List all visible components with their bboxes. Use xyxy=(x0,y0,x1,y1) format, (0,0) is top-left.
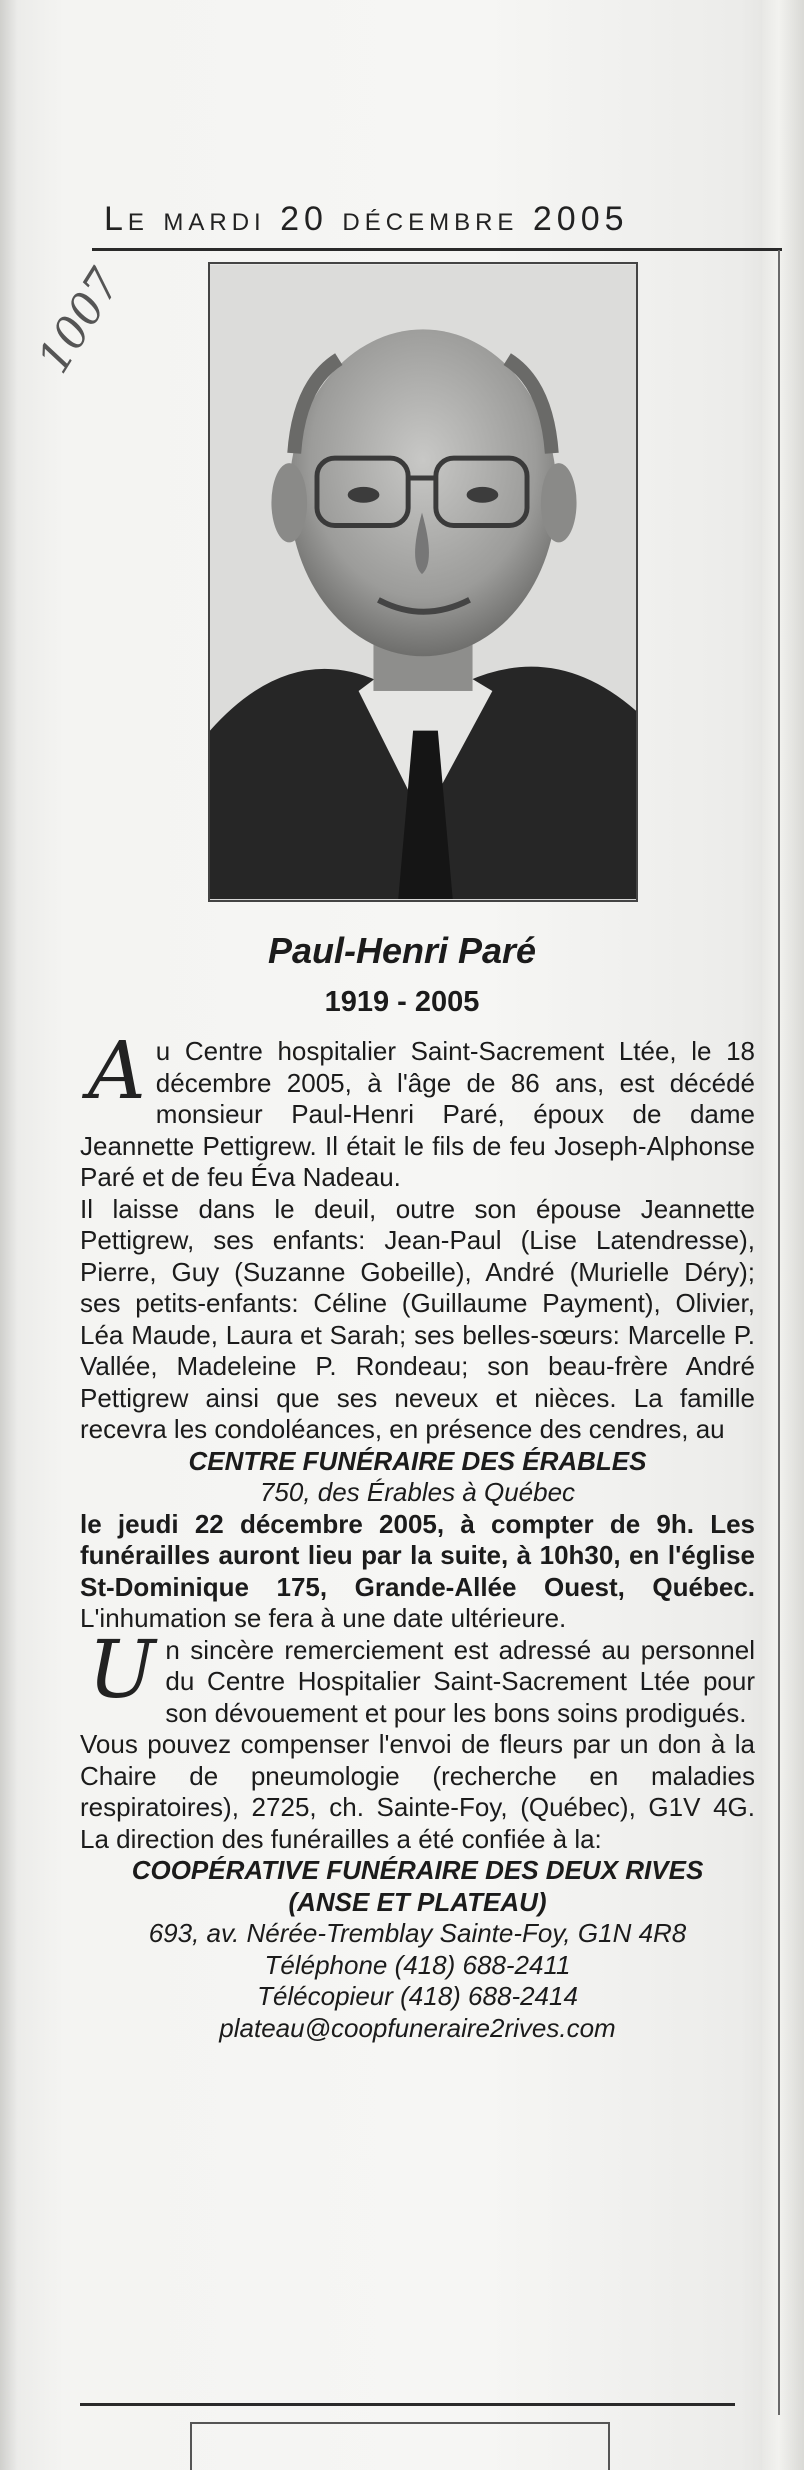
cooperative-name: COOPÉRATIVE FUNÉRAIRE DES DEUX RIVES xyxy=(131,1855,704,1885)
paragraph-thanks xyxy=(80,1622,755,1730)
thanks-text: n sincère remerciement est adressé au personnel du Centre Hospitalier Saint-Sacrement Ltée pour son dévouement et pour les bons soins prodigués. xyxy=(165,1634,755,1728)
bottom-rule xyxy=(80,2403,735,2406)
paragraph-donations: Vous pouvez compenser l'envoi de fleurs par un don à la Chaire de pneumologie (recherche en maladies respiratoires), 2725, ch. Sainte-Foy, (Québec), G1V 4G. La direction des funérailles a été confiée à la: xyxy=(80,1729,755,1854)
portrait-photo xyxy=(208,262,638,902)
email: plateau@coopfuneraire2rives.com xyxy=(219,2012,616,2043)
paper-fold-right xyxy=(762,0,804,2470)
announcement-text: u Centre hospitalier Saint-Sacrement Ltée, le 18 décembre 2005, à l'âge de 86 ans, est décédé monsieur Paul-Henri Paré, époux de dame Jeannette Pettigrew. Il était le fils de feu Joseph-Alphonse Paré et de feu Éva Nadeau. xyxy=(80,1036,755,1192)
top-rule xyxy=(92,248,782,251)
service-details: le jeudi 22 décembre 2005, à compter de 9h. Les funérailles auront lieu par la suite, à 10h30, en l'église St-Dominique 175, Grande-Allée Ouest, Québec. xyxy=(80,1508,755,1602)
life-years: 1919 - 2005 xyxy=(324,986,480,1018)
paragraph-announcement xyxy=(80,1024,755,1194)
obituary-body xyxy=(80,1024,755,2044)
cooperative-subtitle: (ANSE ET PLATEAU) xyxy=(288,1886,547,1917)
paragraph-survivors: Il laisse dans le deuil, outre son épouse Jeannette Pettigrew, ses enfants: Jean-Paul (Lise Latendresse), Pierre, Guy (Suzanne Gobeille), André (Murielle Déry); ses petits-enfants: Céline (Guillaume Payment), Olivier, Léa Maude, Laura et Sarah; ses belles-sœurs: Marcelle P. Vallée, Madeleine P. Rondeau; son beau-frère André Pettigrew ainsi que ses neveux et nièces. La famille recevra les condoléances, en présence des cendres, au xyxy=(80,1193,755,1444)
paper-edge-left xyxy=(0,0,18,2470)
drop-cap-a: A xyxy=(88,1024,146,1117)
next-clipping-edge xyxy=(190,2422,610,2470)
cooperative-address: 693, av. Nérée-Tremblay Sainte-Foy, G1N 4R8 xyxy=(148,1918,687,1948)
paragraph-service xyxy=(80,1509,755,1635)
dateline: Le mardi 20 décembre 2005 xyxy=(104,200,629,238)
side-rule xyxy=(778,250,780,2415)
deceased-name: Paul-Henri Paré xyxy=(267,930,537,971)
fax: Télécopieur (418) 688-2414 xyxy=(257,1981,578,2011)
burial-note: L'inhumation se fera à une date ultérieure. xyxy=(80,1603,567,1633)
drop-cap-u: U xyxy=(88,1622,156,1716)
funeral-home-name: CENTRE FUNÉRAIRE DES ÉRABLES xyxy=(188,1445,647,1476)
handwritten-note: 1007 xyxy=(28,260,131,383)
funeral-home-address: 750, des Érables à Québec xyxy=(259,1477,576,1507)
telephone: Téléphone (418) 688-2411 xyxy=(264,1949,571,1980)
portrait-illustration xyxy=(210,264,636,900)
